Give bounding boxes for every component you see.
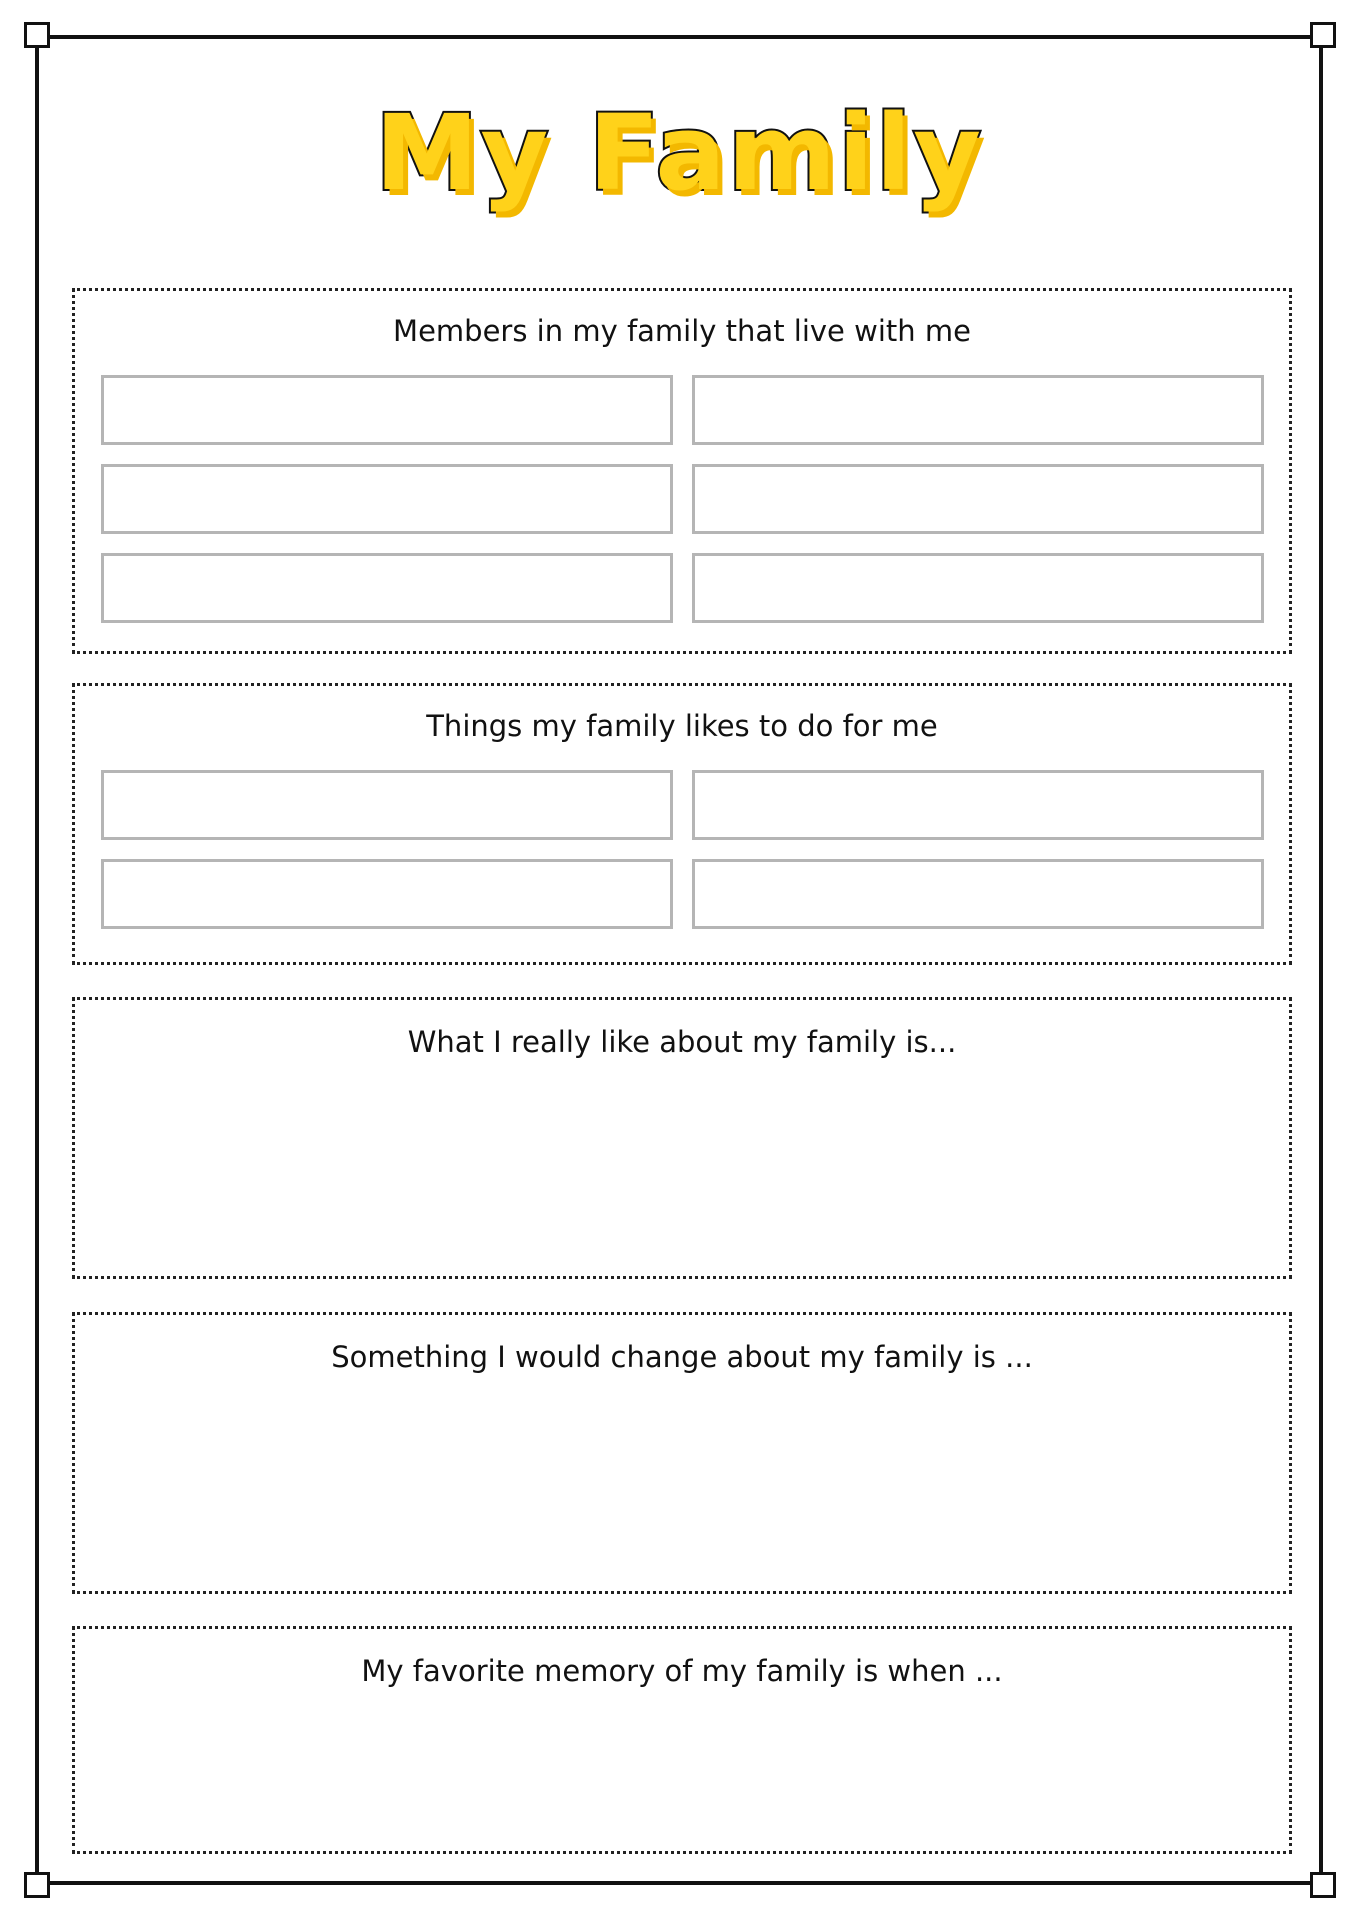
corner-square-bottom-right (1310, 1872, 1336, 1898)
memory-writing-area[interactable] (95, 1701, 1269, 1835)
member-answer-box[interactable] (101, 464, 673, 534)
members-heading: Members in my family that live with me (393, 314, 971, 348)
things-answer-box[interactable] (692, 770, 1264, 840)
things-answer-box[interactable] (101, 859, 673, 929)
member-answer-box[interactable] (692, 553, 1264, 623)
change-writing-area[interactable] (95, 1387, 1269, 1575)
things-section (72, 683, 1292, 965)
member-answer-box[interactable] (692, 375, 1264, 445)
memory-heading: My favorite memory of my family is when ... (361, 1654, 1003, 1688)
change-heading: Something I would change about my family is ... (331, 1340, 1033, 1374)
things-heading: Things my family likes to do for me (426, 709, 938, 743)
change-section (72, 1312, 1292, 1594)
member-answer-box[interactable] (101, 553, 673, 623)
corner-square-top-left (24, 22, 50, 48)
like-writing-area[interactable] (95, 1072, 1269, 1260)
page-title: My Family (374, 92, 984, 214)
things-answer-box[interactable] (101, 770, 673, 840)
like-heading: What I really like about my family is... (407, 1025, 957, 1059)
memory-section (72, 1626, 1292, 1854)
members-section (72, 288, 1292, 654)
member-answer-box[interactable] (101, 375, 673, 445)
like-section (72, 997, 1292, 1279)
corner-square-bottom-left (24, 1872, 50, 1898)
member-answer-box[interactable] (692, 464, 1264, 534)
things-answer-box[interactable] (692, 859, 1264, 929)
corner-square-top-right (1310, 22, 1336, 48)
